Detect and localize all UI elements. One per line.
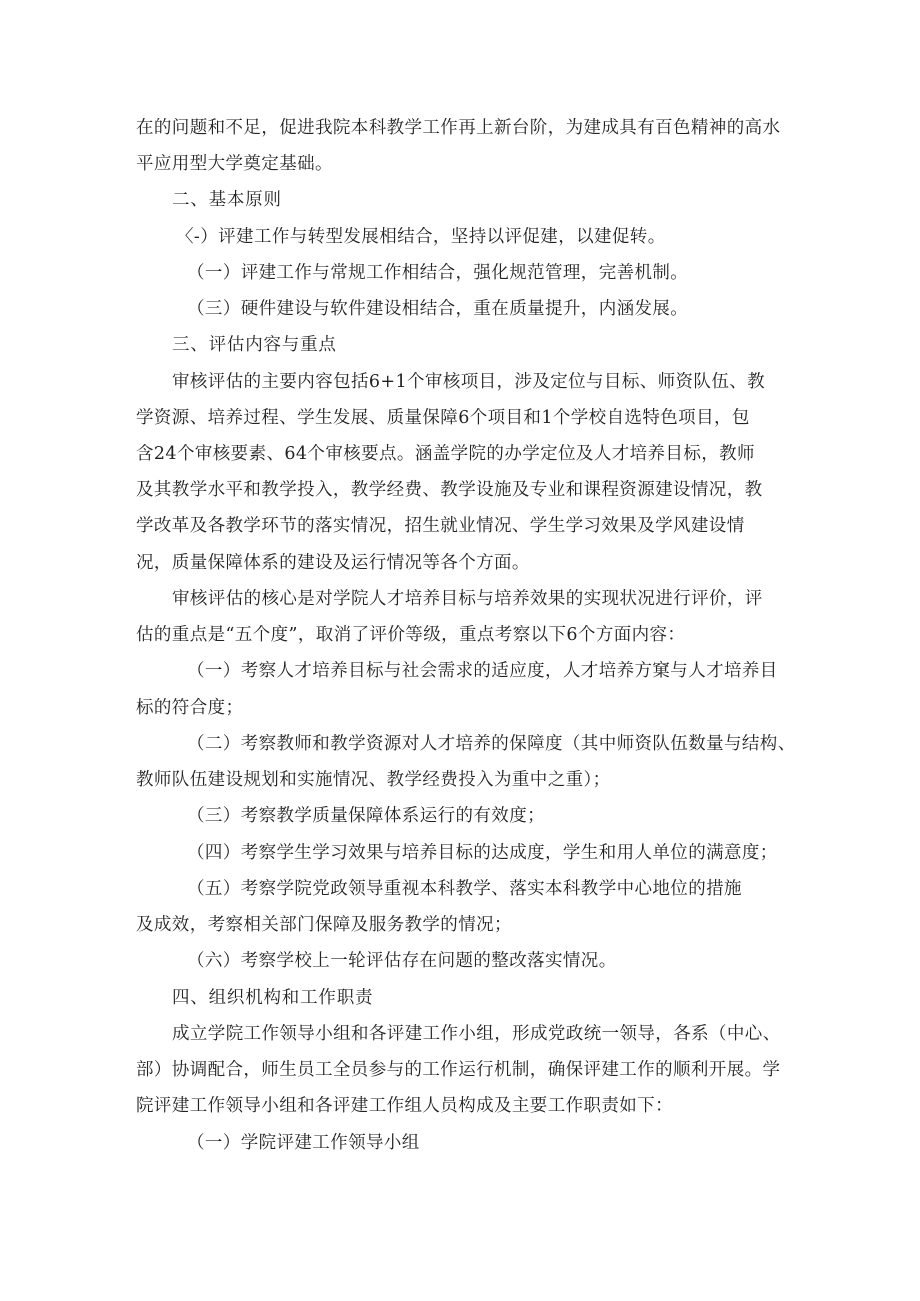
criteria-item: （一）考察人才培养目标与社会需求的适应度，人才培养方窠与人才培养目: [187, 661, 778, 681]
paragraph-line: 审核评估的主要内容包括6+1个审核项目，涉及定位与目标、师资队伍、教: [172, 372, 766, 392]
paragraph-line: 平应用型大学奠定基础。: [136, 154, 333, 174]
paragraph-line: 学改革及各教学环节的落实情况，招生就业情况、学生学习效果及学风建设情: [136, 516, 745, 536]
paragraph-line: 在的问题和不足，促进我院本科教学工作再上新台阶，为建成具有百色精神的高水: [136, 118, 781, 138]
principle-item: 〈-）评建工作与转型发展相结合，坚持以评促建，以建促转。: [176, 227, 666, 247]
criteria-item: （四）考察学生学习效果与培养目标的达成度，学生和用人单位的满意度；: [187, 843, 778, 863]
paragraph-line: 况，质量保障体系的建设及运行情况等各个方面。: [136, 553, 530, 573]
criteria-item: 标的符合度；: [136, 698, 244, 718]
section-heading: 二、基本原则: [172, 190, 282, 210]
section-heading: 三、评估内容与重点: [172, 335, 337, 355]
criteria-item: 教师队伍建设规划和实施情况、教学经费投入为重中之重）；: [136, 770, 611, 790]
criteria-item: （六）考察学校上一轮评估存在问题的整改落实情况。: [187, 951, 617, 971]
subsection-heading: （一）学院评建工作领导小组: [187, 1133, 420, 1153]
paragraph-line: 审核评估的核心是对学院人才培养目标与培养效果的实现状况进行评价，评: [172, 589, 763, 609]
section-heading: 四、组织机构和工作职责: [172, 988, 374, 1008]
principle-item: （一）评建工作与常规工作相结合，强化规范管理，完善机制。: [187, 263, 689, 283]
paragraph-line: 成立学院工作领导小组和各评建工作小组，形成党政统一领导，各系（中心、: [172, 1024, 781, 1044]
paragraph-line: 含24个审核要素、64个审核要点。涵盖学院的办学定位及人才培养目标，教师: [136, 444, 755, 464]
paragraph-line: 学资源、培养过程、学生发展、质量保障6个项目和1个学校自选特色项目，包: [136, 408, 750, 428]
paragraph-line: 院评建工作领导小组和各评建工作组人员构成及主要工作职责如下：: [136, 1096, 673, 1116]
criteria-item: （二）考察教师和教学资源对人才培养的保障度（其中师资队伍数量与结构、: [187, 734, 796, 754]
principle-item: （三）硬件建设与软件建设相结合，重在质量提升，内涵发展。: [187, 299, 689, 319]
paragraph-line: 部）协调配合，师生员工全员参与的工作运行机制，确保评建工作的顺利开展。学: [136, 1060, 781, 1080]
paragraph-line: 及其教学水平和教学投入，教学经费、教学设施及专业和课程资源建设情况，教: [136, 480, 763, 500]
criteria-item: （三）考察教学质量保障体系运行的有效度；: [187, 806, 545, 826]
criteria-item: （五）考察学院党政领导重视本科教学、落实本科教学中心地位的措施: [187, 879, 742, 899]
paragraph-line: 估的重点是“五个度”，取消了评价等级，重点考察以下6个方面内容：: [136, 625, 686, 645]
criteria-item: 及成效，考察相关部门保障及服务教学的情况；: [136, 915, 512, 935]
